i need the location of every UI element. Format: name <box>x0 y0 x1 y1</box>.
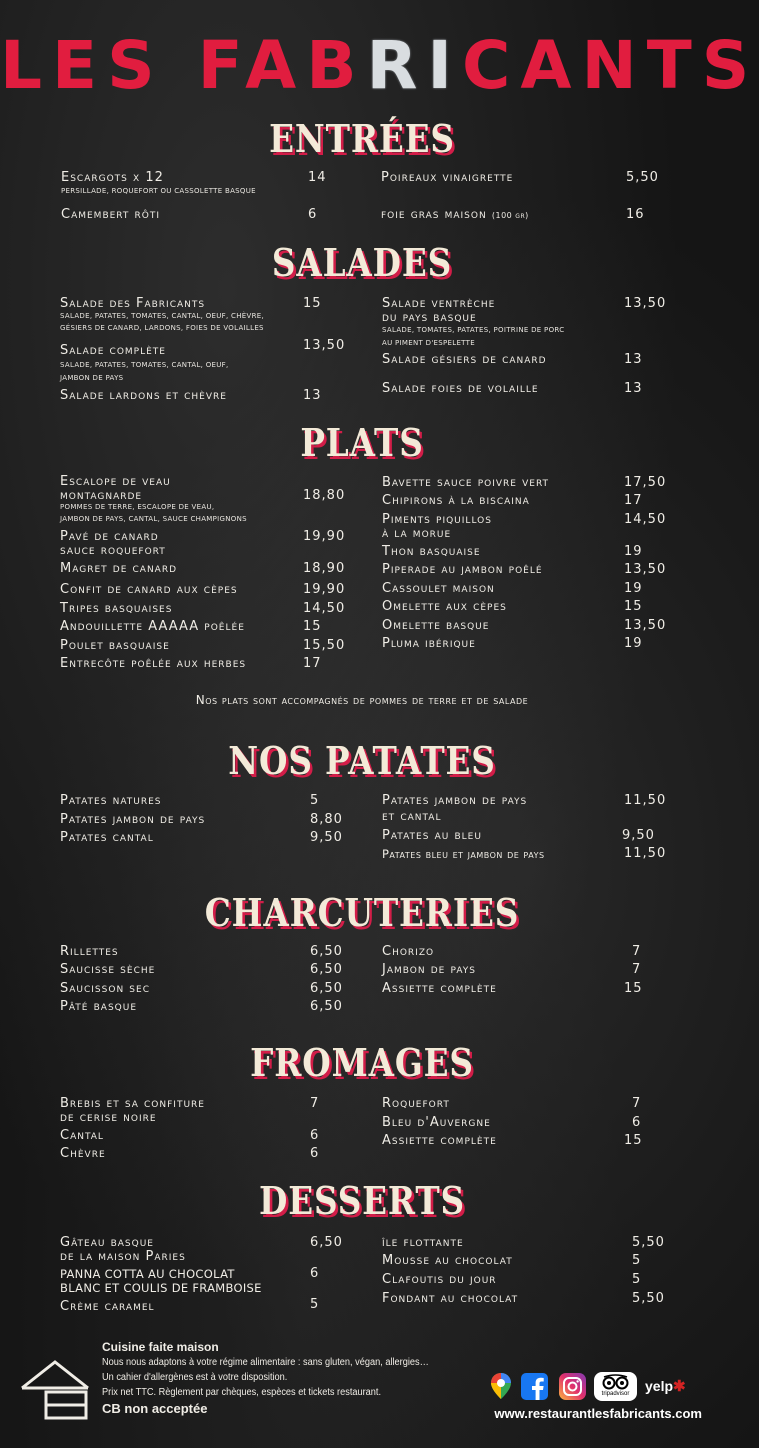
menu-item-name: Patates au bleu <box>382 828 482 843</box>
menu-item-name: Poireaux vinaigrette <box>381 170 514 185</box>
menu-item-price: 6,50 <box>310 981 343 996</box>
menu-item-price: 15 <box>303 619 322 634</box>
menu-item-name: Pavé de canard <box>60 529 159 544</box>
menu-item-name: Bavette sauce poivre vert <box>382 475 550 490</box>
section-title-salades: SALADES <box>271 240 453 285</box>
menu-item-name: Camembert rôti <box>61 207 161 222</box>
menu-item-name: de cerise noire <box>60 1110 157 1125</box>
restaurant-title <box>0 24 759 108</box>
menu-item-name: Cassoulet maison <box>382 581 495 596</box>
menu-item-price: 5 <box>310 793 320 808</box>
menu-item-name: Saucisson sec <box>60 981 150 996</box>
menu-item-name: Escalope de veau <box>60 474 171 489</box>
menu-item-price: 5,50 <box>632 1291 665 1306</box>
section-title-entrees: ENTRÉES <box>269 116 455 161</box>
menu-item-price: 17 <box>624 493 643 508</box>
title-part-fab: FAB <box>197 27 367 104</box>
tripadvisor-label: tripadvisor <box>601 1391 630 1397</box>
menu-item-name: Omelette aux cèpes <box>382 599 507 614</box>
facebook-icon[interactable] <box>521 1373 548 1400</box>
menu-item-price: 15 <box>303 296 322 311</box>
menu-item-price: 6 <box>308 207 318 222</box>
menu-item-price: 7 <box>632 1096 642 1111</box>
plats-note: Nos plats sont accompagnés de pommes de terre et de salade <box>195 693 529 707</box>
menu-item-desc: SALADE, TOMATES, PATATES, POITRINE DE PORC <box>382 326 565 334</box>
instagram-icon[interactable] <box>559 1373 586 1400</box>
section-title-desserts: DESSERTS <box>258 1178 466 1223</box>
menu-item-price: 6 <box>310 1266 320 1281</box>
section-title-charcuteries: CHARCUTERIES <box>204 890 520 935</box>
menu-item-price: 13,50 <box>624 562 667 577</box>
menu-item-name: Salade ventrèche <box>382 296 496 311</box>
menu-item-name: Roquefort <box>382 1096 450 1111</box>
menu-item-name: Salade gésiers de canard <box>382 352 547 367</box>
menu-item-price: 15,50 <box>303 638 346 653</box>
menu-item-price: 6,50 <box>310 999 343 1014</box>
title-part-ri: RI <box>366 27 462 104</box>
menu-item-price: 18,80 <box>303 488 346 503</box>
footer-line: Un cahier d'allergènes est à votre disposition. <box>102 1372 288 1383</box>
footer-info <box>102 1339 457 1418</box>
menu-item-price: 15 <box>624 1133 643 1148</box>
menu-item-price: 5 <box>632 1253 642 1268</box>
footer-heading: Cuisine faite maison <box>102 1340 219 1354</box>
menu-item-price: 6,50 <box>310 944 343 959</box>
menu-item-name: Thon basquaise <box>382 544 481 559</box>
menu-item-price: 5,50 <box>626 170 659 185</box>
menu-item-name: PANNA COTTA AU CHOCOLAT <box>60 1267 235 1281</box>
menu-item-price: 19,90 <box>303 582 346 597</box>
menu-item-name: Bleu d'Auvergne <box>382 1115 491 1130</box>
menu-item-price: 18,90 <box>303 561 346 576</box>
menu-item-name: Jambon de pays <box>382 962 476 977</box>
menu-item-desc: JAMBON DE PAYS <box>60 374 124 382</box>
menu-item-price: 8,80 <box>310 812 343 827</box>
menu-item-name: Patates cantal <box>60 830 154 845</box>
menu-item-name: Confit de canard aux cèpes <box>60 582 238 597</box>
menu-item-name: Entrecôte poêlée aux herbes <box>60 656 247 671</box>
menu-item-name: Omelette basque <box>382 618 490 633</box>
menu-item-name: Chorizo <box>382 944 435 959</box>
menu-item-name: Andouillette AAAAA poêlée <box>60 619 245 634</box>
menu-item-name: Chèvre <box>60 1146 106 1161</box>
menu-item-name: de la maison Paries <box>60 1249 186 1264</box>
menu-item-price: 11,50 <box>624 846 667 861</box>
menu-item-price: 9,50 <box>310 830 343 845</box>
menu-item-desc: SALADE, PATATES, TOMATES, CANTAL, OEUF, <box>60 361 229 369</box>
menu-item-name: Fondant au chocolat <box>382 1291 519 1306</box>
menu-item-name: Mousse au chocolat <box>382 1253 513 1268</box>
menu-item-price: 5 <box>632 1272 642 1287</box>
menu-item-price: 6,50 <box>310 962 343 977</box>
menu-item-price: 11,50 <box>624 793 667 808</box>
menu-item-name: Patates natures <box>60 793 162 808</box>
menu-item-name: Pluma ibérique <box>382 636 476 651</box>
menu-item-name: Piments piquillos <box>382 512 492 527</box>
menu-item-price: 13,50 <box>303 338 346 353</box>
menu-item-name: Gâteau basque <box>60 1235 154 1250</box>
menu-item-price: 19 <box>624 581 643 596</box>
menu-item-price: 7 <box>632 962 642 977</box>
menu-item-name: Brebis et sa confiture <box>60 1096 205 1111</box>
menu-item-price: 13,50 <box>624 296 667 311</box>
menu-item-name: île flottante <box>382 1235 464 1250</box>
section-title-fromages: FROMAGES <box>250 1040 474 1085</box>
menu-item-price: 7 <box>310 1096 320 1111</box>
menu-item-desc: PERSILLADE, ROQUEFORT OU CASSOLETTE BASQUE <box>61 187 256 195</box>
menu-item-name: Salade lardons et chèvre <box>60 388 227 403</box>
menu-item-price: 14,50 <box>303 601 346 616</box>
menu-item-name: et cantal <box>382 809 442 824</box>
title-part-cants: CANTS <box>461 27 759 104</box>
title-part-les: LES <box>0 27 198 104</box>
menu-item-name: Patates jambon de pays <box>60 812 206 827</box>
menu-item-name: Chipirons à la biscaina <box>382 493 530 508</box>
menu-item-name: Tripes basquaises <box>60 601 173 616</box>
menu-item-price: 5,50 <box>632 1235 665 1250</box>
menu-item-name: Assiette complète <box>382 1133 497 1148</box>
menu-item-name: Piperade au jambon poêlé <box>382 562 543 577</box>
footer-line: Prix net TTC. Règlement par chèques, espèces et tickets restaurant. <box>102 1387 382 1398</box>
menu-item-name: Cantal <box>60 1128 104 1143</box>
menu-item-price: 6 <box>310 1128 320 1143</box>
footer-line: Nous nous adaptons à votre régime alimentaire : sans gluten, végan, allergies… <box>102 1357 429 1368</box>
section-title-plats: PLATS <box>300 420 424 465</box>
menu-item-price: 14 <box>308 170 327 185</box>
menu-item-name: Patates bleu et jambon de pays <box>382 847 545 861</box>
menu-item-price: 19 <box>624 544 643 559</box>
menu-item-price: 6,50 <box>310 1235 343 1250</box>
yelp-label: yelp <box>645 1378 674 1394</box>
menu-item-price: 19 <box>624 636 643 651</box>
menu-item-name: du pays basque <box>382 310 477 325</box>
section-title-patates: NOS PATATES <box>228 738 496 783</box>
menu-item-price: 5 <box>310 1297 320 1312</box>
map-pin-icon[interactable] <box>490 1372 512 1400</box>
menu-item-price: 16 <box>626 207 645 222</box>
menu-item-desc: GÉSIERS DE CANARD, LARDONS, FOIES DE VOLAILLES <box>60 324 264 332</box>
menu-item-unit: (100 gr) <box>491 211 529 220</box>
menu-item-desc: JAMBON DE PAYS, CANTAL, SAUCE CHAMPIGNONS <box>60 515 247 523</box>
tripadvisor-icon[interactable] <box>594 1372 637 1401</box>
menu-item-price: 7 <box>632 944 642 959</box>
yelp-burst-icon: ✱ <box>673 1378 686 1395</box>
website-link[interactable]: www.restaurantlesfabricants.com <box>494 1406 702 1421</box>
menu-item-price: 15 <box>624 981 643 996</box>
menu-item-name: Crème caramel <box>60 1299 155 1314</box>
menu-item-price: 9,50 <box>622 828 655 843</box>
menu-item-price: 14,50 <box>624 512 667 527</box>
menu-item-desc: AU PIMENT D'ESPELETTE <box>382 339 475 347</box>
menu-item-name: montagnarde <box>60 488 143 503</box>
menu-item-name: BLANC ET COULIS DE FRAMBOISE <box>60 1281 262 1295</box>
menu-item-name: Escargots x 12 <box>61 170 164 185</box>
menu-item-price: 17 <box>303 656 322 671</box>
menu-item-desc: POMMES DE TERRE, ESCALOPE DE VEAU, <box>60 503 215 511</box>
menu-item-price: 6 <box>632 1115 642 1130</box>
menu-item-name: à la morue <box>382 526 452 541</box>
menu-item-name: Clafoutis du jour <box>382 1272 497 1287</box>
menu-item-name: Patates jambon de pays <box>382 793 528 808</box>
yelp-icon[interactable] <box>645 1377 686 1395</box>
menu-item-price: 13 <box>624 352 643 367</box>
menu-item-name: Saucisse sèche <box>60 962 156 977</box>
menu-item-name: Salade des Fabricants <box>60 296 206 311</box>
footer-cb-note: CB non acceptée <box>102 1401 208 1416</box>
menu-item-price: 13 <box>624 381 643 396</box>
menu-item-name: Salade complète <box>60 343 166 358</box>
menu-item-name: Rillettes <box>60 944 119 959</box>
menu-item-name-text: foie gras maison <box>381 207 487 222</box>
menu-item-name <box>381 207 529 223</box>
menu-item-name: sauce roquefort <box>60 543 166 558</box>
menu-item-price: 6 <box>310 1146 320 1161</box>
menu-item-name: Salade foies de volaille <box>382 381 539 396</box>
menu-item-price: 13,50 <box>624 618 667 633</box>
menu-item-name: Pâté basque <box>60 999 138 1014</box>
menu-item-price: 19,90 <box>303 529 346 544</box>
menu-item-price: 13 <box>303 388 322 403</box>
menu-item-name: Magret de canard <box>60 561 178 576</box>
menu-item-price: 17,50 <box>624 475 667 490</box>
menu-item-price: 15 <box>624 599 643 614</box>
house-logo-icon <box>18 1358 92 1420</box>
menu-item-name: Assiette complète <box>382 981 497 996</box>
menu-item-desc: SALADE, PATATES, TOMATES, CANTAL, OEUF, CHÈVRE, <box>60 312 265 320</box>
menu-item-name: Poulet basquaise <box>60 638 170 653</box>
